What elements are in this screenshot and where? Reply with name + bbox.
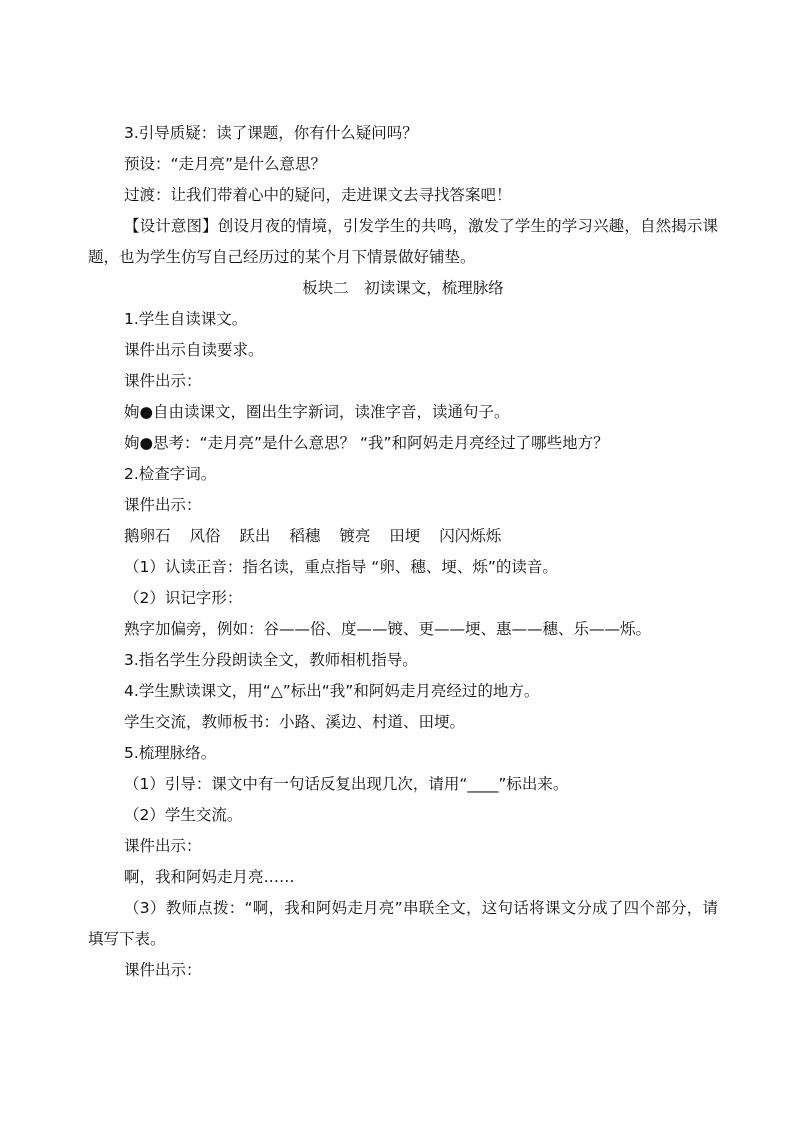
text-line: 课件出示：: [124, 837, 202, 855]
word: 风俗: [189, 527, 221, 545]
word: 闪闪烁烁: [439, 527, 502, 545]
design-intent-paragraph: 【设计意图】创设月夜的情境，引发学生的共鸣，激发了学生的学习兴趣，自然揭示课题，也为学生仿写自己经历过的某个月下情景做好铺垫。: [88, 217, 718, 266]
text-line: 学生交流，教师板书：小路、溪边、村道、田埂。: [124, 713, 466, 731]
word: 鹅卵石: [124, 527, 171, 545]
bullet-line: [88, 397, 718, 428]
text-line: 啊，我和阿妈走月亮……: [124, 868, 295, 886]
word: 跃出: [239, 527, 271, 545]
text-line: 课件出示：: [124, 496, 202, 514]
section-heading: 板块二 初读课文，梳理脉络: [302, 279, 504, 297]
text-line: 课件出示：: [124, 372, 202, 390]
lesson-content: [88, 118, 718, 986]
text-line: 熟字加偏旁，例如：谷——俗、度——镀、更——埂、惠——穗、乐——烁。: [124, 620, 652, 638]
bullet-line: [88, 428, 718, 459]
word: 稻穗: [289, 527, 321, 545]
text-line: （2）识记字形：: [124, 589, 243, 607]
text-line: 5.梳理脉络。: [124, 744, 217, 762]
text-line: 4.学生默读课文，用“△”标出“我”和阿妈走月亮经过的地方。: [124, 682, 540, 700]
text-line: 2.检查字词。: [124, 465, 217, 483]
text-paragraph: （3）教师点拨：“啊，我和阿妈走月亮”串联全文，这句话将课文分成了四个部分，请填写下表。: [88, 899, 718, 948]
text-line: 课件出示：: [124, 961, 202, 979]
text-line: 预设：“走月亮”是什么意思？: [124, 155, 327, 173]
word: 镀亮: [339, 527, 371, 545]
bullet-text: 思考：“走月亮”是什么意思？ “我”和阿妈走月亮经过了哪些地方？: [153, 434, 609, 452]
text-line: 过渡：让我们带着心中的疑问，走进课文去寻找答案吧！: [124, 186, 512, 204]
word-list: [88, 521, 718, 552]
bullet-marker: 姰●: [124, 434, 154, 452]
text-line: （1）认读正音：指名读，重点指导 “卵、穗、埂、烁”的读音。: [124, 558, 558, 576]
text-line: 3.指名学生分段朗读全文，教师相机指导。: [124, 651, 418, 669]
bullet-marker: 姰●: [124, 403, 154, 421]
word: 田埂: [389, 527, 421, 545]
text-line: （2）学生交流。: [124, 806, 243, 824]
bullet-text: 自由读课文，圈出生字新词，读准字音，读通句子。: [153, 403, 510, 421]
text-line: 1.学生自读课文。: [124, 310, 248, 328]
text-line: 3.引导质疑：读了课题，你有什么疑问吗？: [124, 124, 418, 142]
text-line: （1）引导：课文中有一句话反复出现几次，请用“____”标出来。: [124, 775, 569, 793]
text-line: 课件出示自读要求。: [124, 341, 264, 359]
